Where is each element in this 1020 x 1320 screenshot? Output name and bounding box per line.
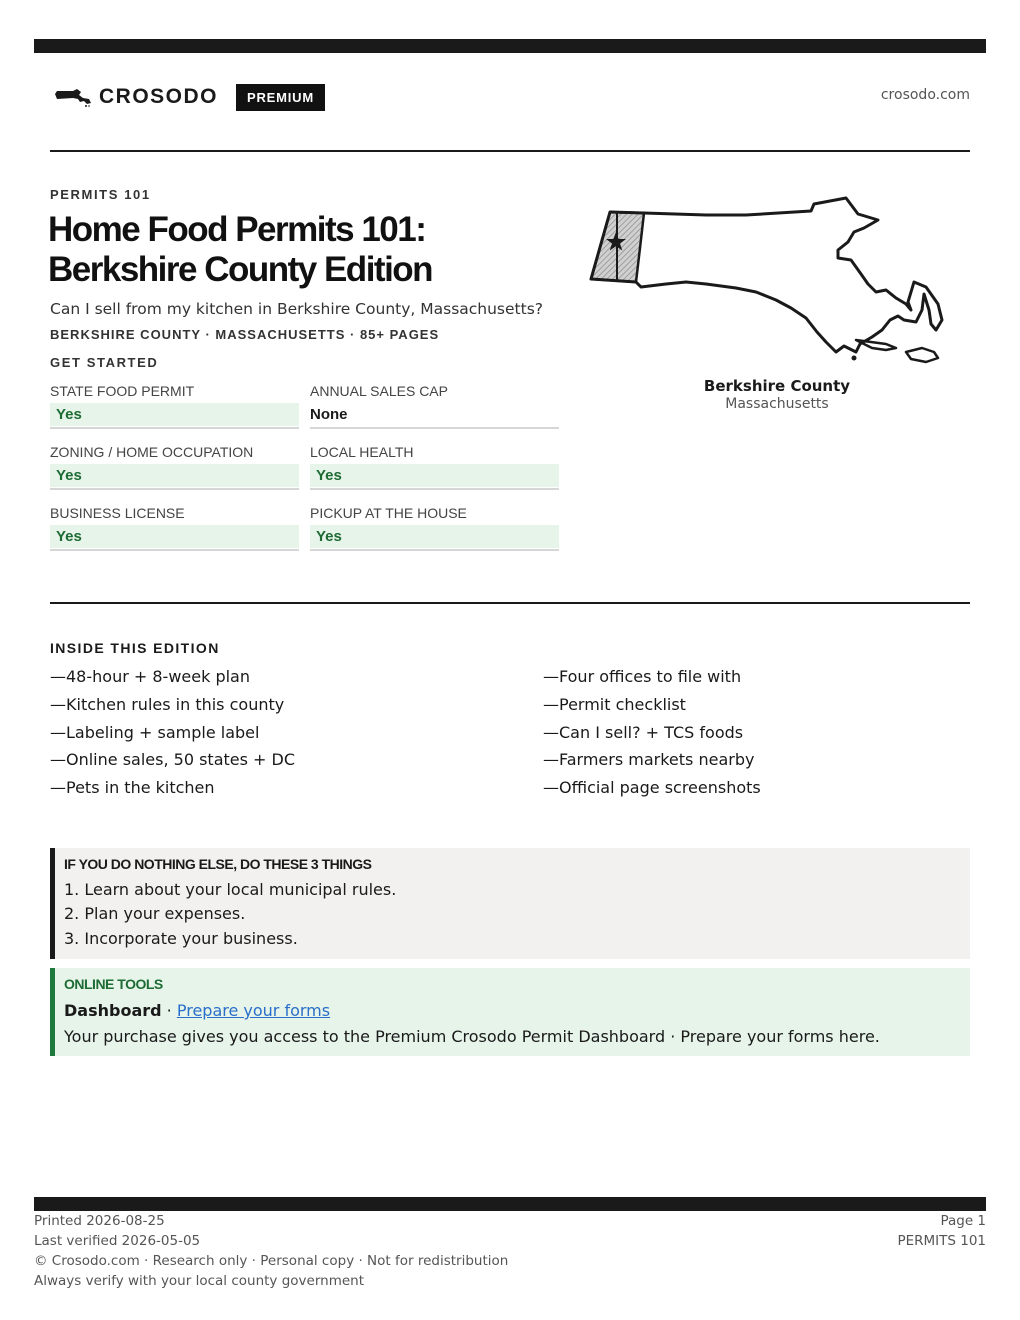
- fact-business-license: [50, 503, 299, 551]
- subtitle: Can I sell from my kitchen in Berkshire County, Massachusetts?: [50, 300, 544, 318]
- top-rule-bar: [34, 39, 986, 53]
- tools-dashboard-line: [64, 1001, 330, 1020]
- title-line-1: Home Food Permits 101:: [48, 210, 426, 249]
- fact-annual-sales-cap: [310, 381, 559, 429]
- page-header: [50, 80, 970, 114]
- premium-badge: PREMIUM: [236, 84, 325, 111]
- printed-date: Printed 2026-08-25: [34, 1213, 165, 1229]
- fact-pickup-at-house: [310, 503, 559, 551]
- fact-label: ANNUAL SALES CAP: [310, 383, 448, 399]
- fact-value: Yes: [50, 403, 299, 426]
- online-tools-callout: [50, 968, 970, 1056]
- prepare-forms-link[interactable]: Prepare your forms: [176, 1001, 331, 1020]
- fact-value: None: [310, 406, 348, 423]
- massachusetts-logo-icon: [53, 86, 93, 108]
- fact-value: Yes: [50, 464, 299, 487]
- list-item: —Four offices to file with: [543, 667, 742, 686]
- section-divider: [50, 602, 970, 604]
- tools-title: ONLINE TOOLS: [64, 976, 163, 992]
- permit-facts-grid: [50, 381, 559, 551]
- footer-left: [34, 1213, 508, 1293]
- copyright-notice: © Crosodo.com · Research only · Personal copy · Not for redistribution: [34, 1253, 509, 1269]
- list-item: —Online sales, 50 states + DC: [50, 750, 296, 770]
- tools-description: Your purchase gives you access to the Premium Crosodo Permit Dashboard · Prepare your forms here.: [64, 1027, 880, 1046]
- fact-value: Yes: [310, 464, 559, 487]
- fact-value: Yes: [310, 525, 559, 548]
- fact-zoning: [50, 442, 299, 490]
- callout-step: 2. Plan your expenses.: [64, 904, 246, 923]
- dashboard-label: Dashboard: [64, 1001, 162, 1020]
- list-item: —Kitchen rules in this county: [50, 694, 285, 714]
- list-item: —48-hour + 8-week plan: [50, 667, 250, 686]
- list-item: —Official page screenshots: [543, 778, 761, 798]
- list-item: —Permit checklist: [543, 694, 686, 714]
- footer-section: PERMITS 101: [897, 1233, 986, 1249]
- eyebrow-label: PERMITS 101: [50, 187, 151, 202]
- three-things-callout: [50, 848, 970, 959]
- map-state-name: Massachusetts: [725, 396, 829, 412]
- fact-state-food-permit: [50, 381, 299, 429]
- fact-label: ZONING / HOME OCCUPATION: [50, 444, 254, 460]
- fact-local-health: [310, 442, 559, 490]
- tools-separator: ·: [161, 1001, 177, 1020]
- edition-meta: BERKSHIRE COUNTY · MASSACHUSETTS · 85+ PAGES: [50, 327, 440, 342]
- get-started-label: GET STARTED: [50, 355, 159, 370]
- map-county-name: Berkshire County: [703, 377, 851, 395]
- map-caption: [667, 377, 887, 412]
- verify-note: Always verify with your local county government: [34, 1273, 364, 1289]
- inside-list-right: [543, 665, 963, 804]
- fact-label: STATE FOOD PERMIT: [50, 383, 195, 399]
- list-item: —Pets in the kitchen: [50, 778, 215, 798]
- list-item: —Farmers markets nearby: [543, 750, 755, 770]
- fact-label: PICKUP AT THE HOUSE: [310, 505, 467, 521]
- brand[interactable]: [50, 80, 325, 114]
- verified-date: Last verified 2026-05-05: [34, 1233, 201, 1249]
- fact-value: Yes: [50, 525, 299, 548]
- list-item: —Labeling + sample label: [50, 722, 260, 742]
- inside-edition-label: INSIDE THIS EDITION: [50, 640, 220, 656]
- title-line-2: Berkshire County Edition: [48, 250, 433, 289]
- footer-right: [897, 1213, 986, 1253]
- inside-list-left: [50, 665, 470, 804]
- header-divider: [50, 150, 970, 152]
- callout-step: 1. Learn about your local municipal rules.: [64, 880, 397, 899]
- fact-label: BUSINESS LICENSE: [50, 505, 185, 521]
- massachusetts-map-icon: [586, 192, 946, 372]
- list-item: —Can I sell? + TCS foods: [543, 722, 744, 742]
- page-title: [48, 210, 568, 290]
- bottom-rule-bar: [34, 1197, 986, 1211]
- callout-title: IF YOU DO NOTHING ELSE, DO THESE 3 THINGS: [64, 856, 372, 872]
- brand-name: CROSODO: [99, 85, 219, 108]
- fact-label: LOCAL HEALTH: [310, 444, 414, 460]
- callout-step: 3. Incorporate your business.: [64, 929, 298, 948]
- site-url[interactable]: crosodo.com: [880, 87, 970, 103]
- state-map: [586, 192, 946, 372]
- page-number: Page 1: [940, 1213, 986, 1229]
